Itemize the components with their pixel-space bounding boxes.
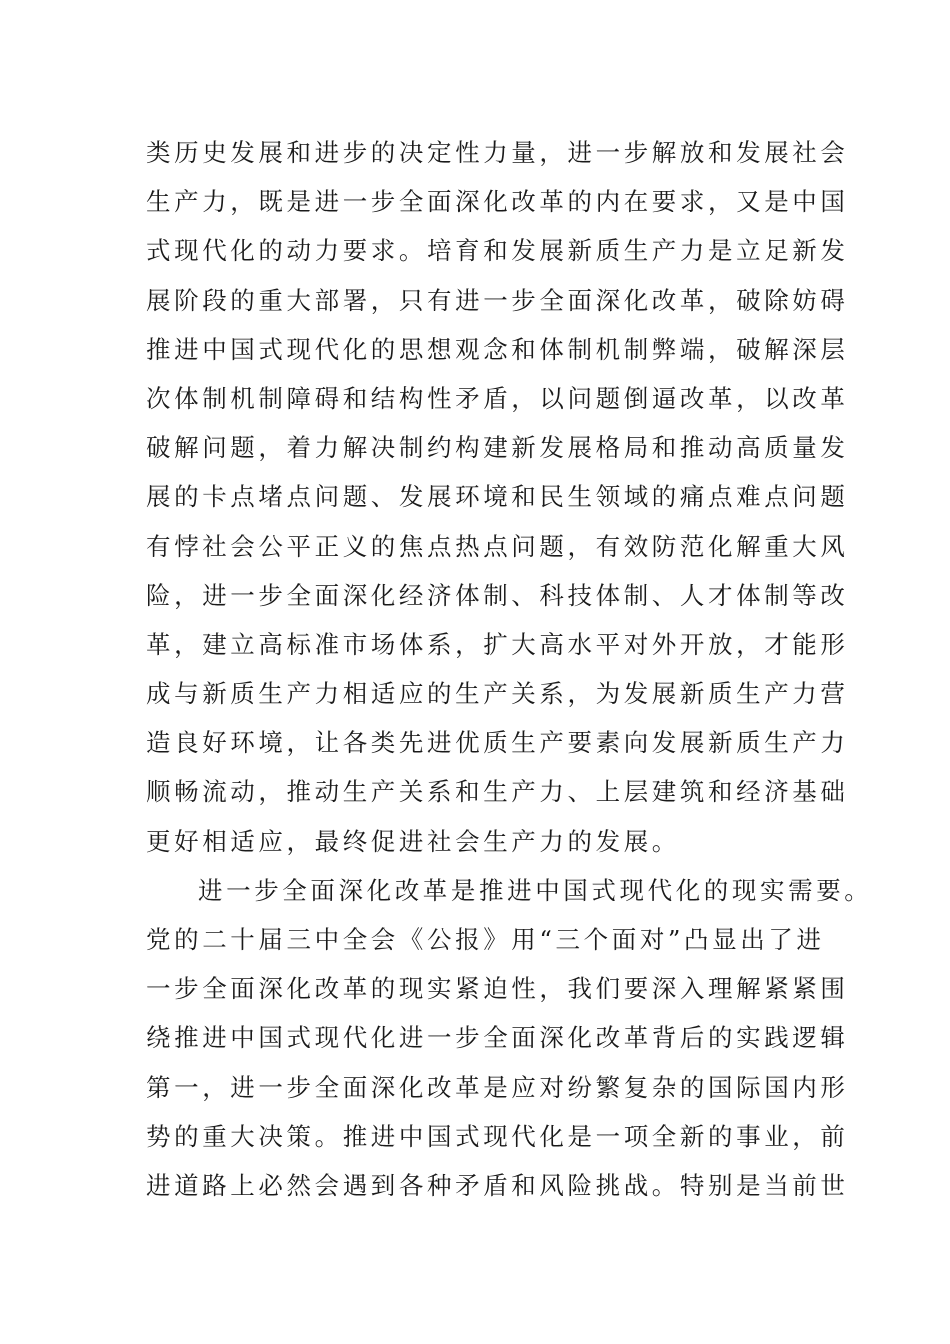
text-line: 第一，进一步全面深化改革是应对纷繁复杂的国际国内形 xyxy=(146,1072,849,1102)
text-line: 破解问题，着力解决制约构建新发展格局和推动高质量发 xyxy=(146,433,849,463)
body-text xyxy=(146,128,873,1210)
text-line: 式现代化的动力要求。培育和发展新质生产力是立足新发 xyxy=(146,236,849,266)
text-line: 顺畅流动，推动生产关系和生产力、上层建筑和经济基础 xyxy=(146,777,849,807)
text-line: 成与新质生产力相适应的生产关系，为发展新质生产力营 xyxy=(146,679,849,709)
text-line: 造良好环境，让各类先进优质生产要素向发展新质生产力 xyxy=(146,728,849,758)
text-line: 推进中国式现代化的思想观念和体制机制弊端，破解深层 xyxy=(146,334,849,364)
text-line: 险，进一步全面深化经济体制、科技体制、人才体制等改 xyxy=(146,580,849,610)
text-line: 类历史发展和进步的决定性力量，进一步解放和发展社会 xyxy=(146,138,849,167)
text-line: 进道路上必然会遇到各种矛盾和风险挑战。特别是当前世 xyxy=(146,1170,849,1200)
text-line: 展的卡点堵点问题、发展环境和民生领域的痛点难点问题 xyxy=(146,482,849,512)
text-line: 有悖社会公平正义的焦点热点问题，有效防范化解重大风 xyxy=(146,531,849,561)
text-line: 更好相适应，最终促进社会生产力的发展。 xyxy=(146,826,680,856)
text-line: 生产力，既是进一步全面深化改革的内在要求，又是中国 xyxy=(146,187,849,217)
text-line: 党的二十届三中全会《公报》用“三个面对”凸显出了进 xyxy=(146,925,825,954)
text-line: 一步全面深化改革的现实紧迫性，我们要深入理解紧紧围 xyxy=(146,974,849,1004)
text-line: 次体制机制障碍和结构性矛盾，以问题倒逼改革，以改革 xyxy=(146,383,849,413)
text-line: 展阶段的重大部署，只有进一步全面深化改革，破除妨碍 xyxy=(146,285,849,315)
paragraph-start-line: 进一步全面深化改革是推进中国式现代化的现实需要。 xyxy=(198,875,873,905)
text-line: 绕推进中国式现代化进一步全面深化改革背后的实践逻辑 xyxy=(146,1023,849,1053)
text-line: 势的重大决策。推进中国式现代化是一项全新的事业，前 xyxy=(146,1121,849,1151)
text-line: 革，建立高标准市场体系，扩大高水平对外开放，才能形 xyxy=(146,629,849,659)
